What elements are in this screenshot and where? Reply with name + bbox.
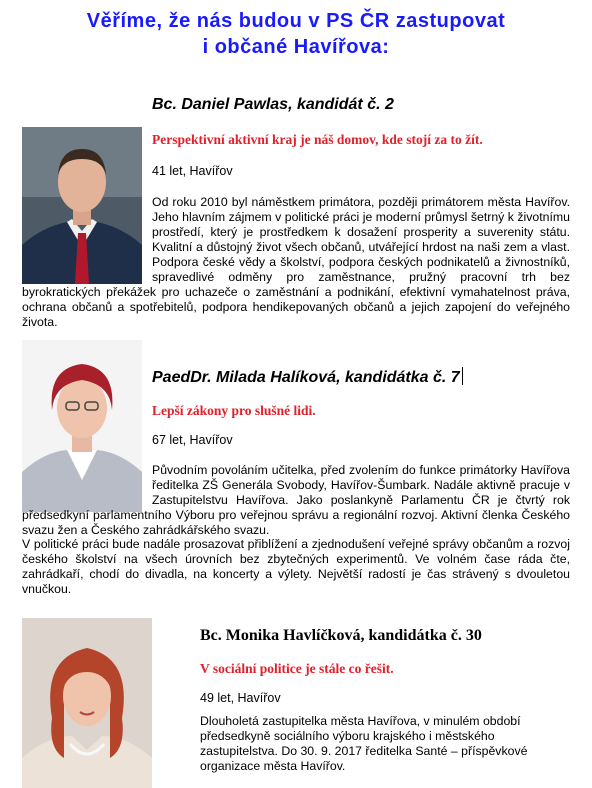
heading-line-2: i občané Havířova: (202, 36, 390, 58)
candidate-bio2-halikova: V politické práci bude nadále prosazovat přiblížení a zjednodušení veřejné správy občanům a rozvoj českého školství na všech úrovních bez zbytečných experimentů. Ve volném čase ráda čte, zahrádkaří, chodí do divadla, na koncerty a výlety. Největší radostí je čas strávený s dvouletou vnučkou. (22, 537, 570, 596)
candidate-name-halikova-text: PaedDr. Milada Halíková, kandidátka č. 7 (152, 369, 460, 386)
candidate-slogan-havlickova: V sociální politice je stále co řešit. (200, 661, 394, 676)
candidate-bio-halikova (22, 463, 570, 538)
candidate-slogan-halikova: Lepší zákony pro slušné lidi. (152, 403, 316, 418)
candidate-name-pawlas: Bc. Daniel Pawlas, kandidát č. 2 (152, 96, 394, 113)
candidate-photo-havlickova (22, 618, 152, 788)
heading-line-1: Věříme, že nás budou v PS ČR zastupovat (86, 10, 506, 32)
candidate-age-pawlas: 41 let, Havířov (152, 164, 233, 178)
candidate-name-havlickova: Bc. Monika Havlíčková, kandidátka č. 30 (200, 627, 482, 644)
candidate-slogan-pawlas: Perspektivní aktivní kraj je náš domov, kde stojí za to žít. (152, 132, 483, 147)
candidate-bio-havlickova: Dlouholetá zastupitelka města Havířova, v minulém období předsedkyně sociálního výboru krajského i městského zastupitelstva. Do 30. 9. 2017 ředitelka Santé – příspěvkové organizace města Havířov. (200, 714, 528, 773)
candidate-age-halikova: 67 let, Havířov (152, 433, 233, 447)
bio-text-halikova: Původním povoláním učitelka, před zvolením do funkce primátorky Havířova ředitelka ZŠ Generála Svobody, Havířov-Šumbark. Nadále aktivně pracuje v Zastupitelstvu Havířova. Jako poslankyně Parlamentu ČR je čtvrtý rok předsedkyní parlamentního Výboru pro veřejnou správu a regionální rozvoj. Aktivní členka Českého svazu žen a Českého zahrádkářského svazu. (22, 463, 570, 537)
bio-text-pawlas: Od roku 2010 byl náměstkem primátora, později primátorem města Havířov. Jeho hlavním zájmem v politické práci je moderní průmysl šetrný k životnímu prostředí, který je prostředkem k dosažení prosperity a suverenity státu. Kvalitní a důstojný život všech občanů, utvářející hrdost na naši zem a vlast. Podpora české vědy a školství, podpora českých podnikatelů a živnostníků, spravedlivé odměny pro zaměstnance, pružný pracovní trh bez byrokratických překážek pro uchazeče o zaměstnání a podnikání, efektivní vymahatelnost práva, ochrana občanů a spotřebitelů, podpora hendikepovaných občanů a jejich zapojení do veřejného života. (22, 195, 570, 329)
page-heading (0, 8, 592, 60)
candidate-name-halikova (152, 367, 463, 387)
candidate-age-havlickova: 49 let, Havířov (200, 691, 281, 705)
text-cursor (462, 367, 463, 385)
candidate-bio-pawlas (22, 195, 570, 330)
